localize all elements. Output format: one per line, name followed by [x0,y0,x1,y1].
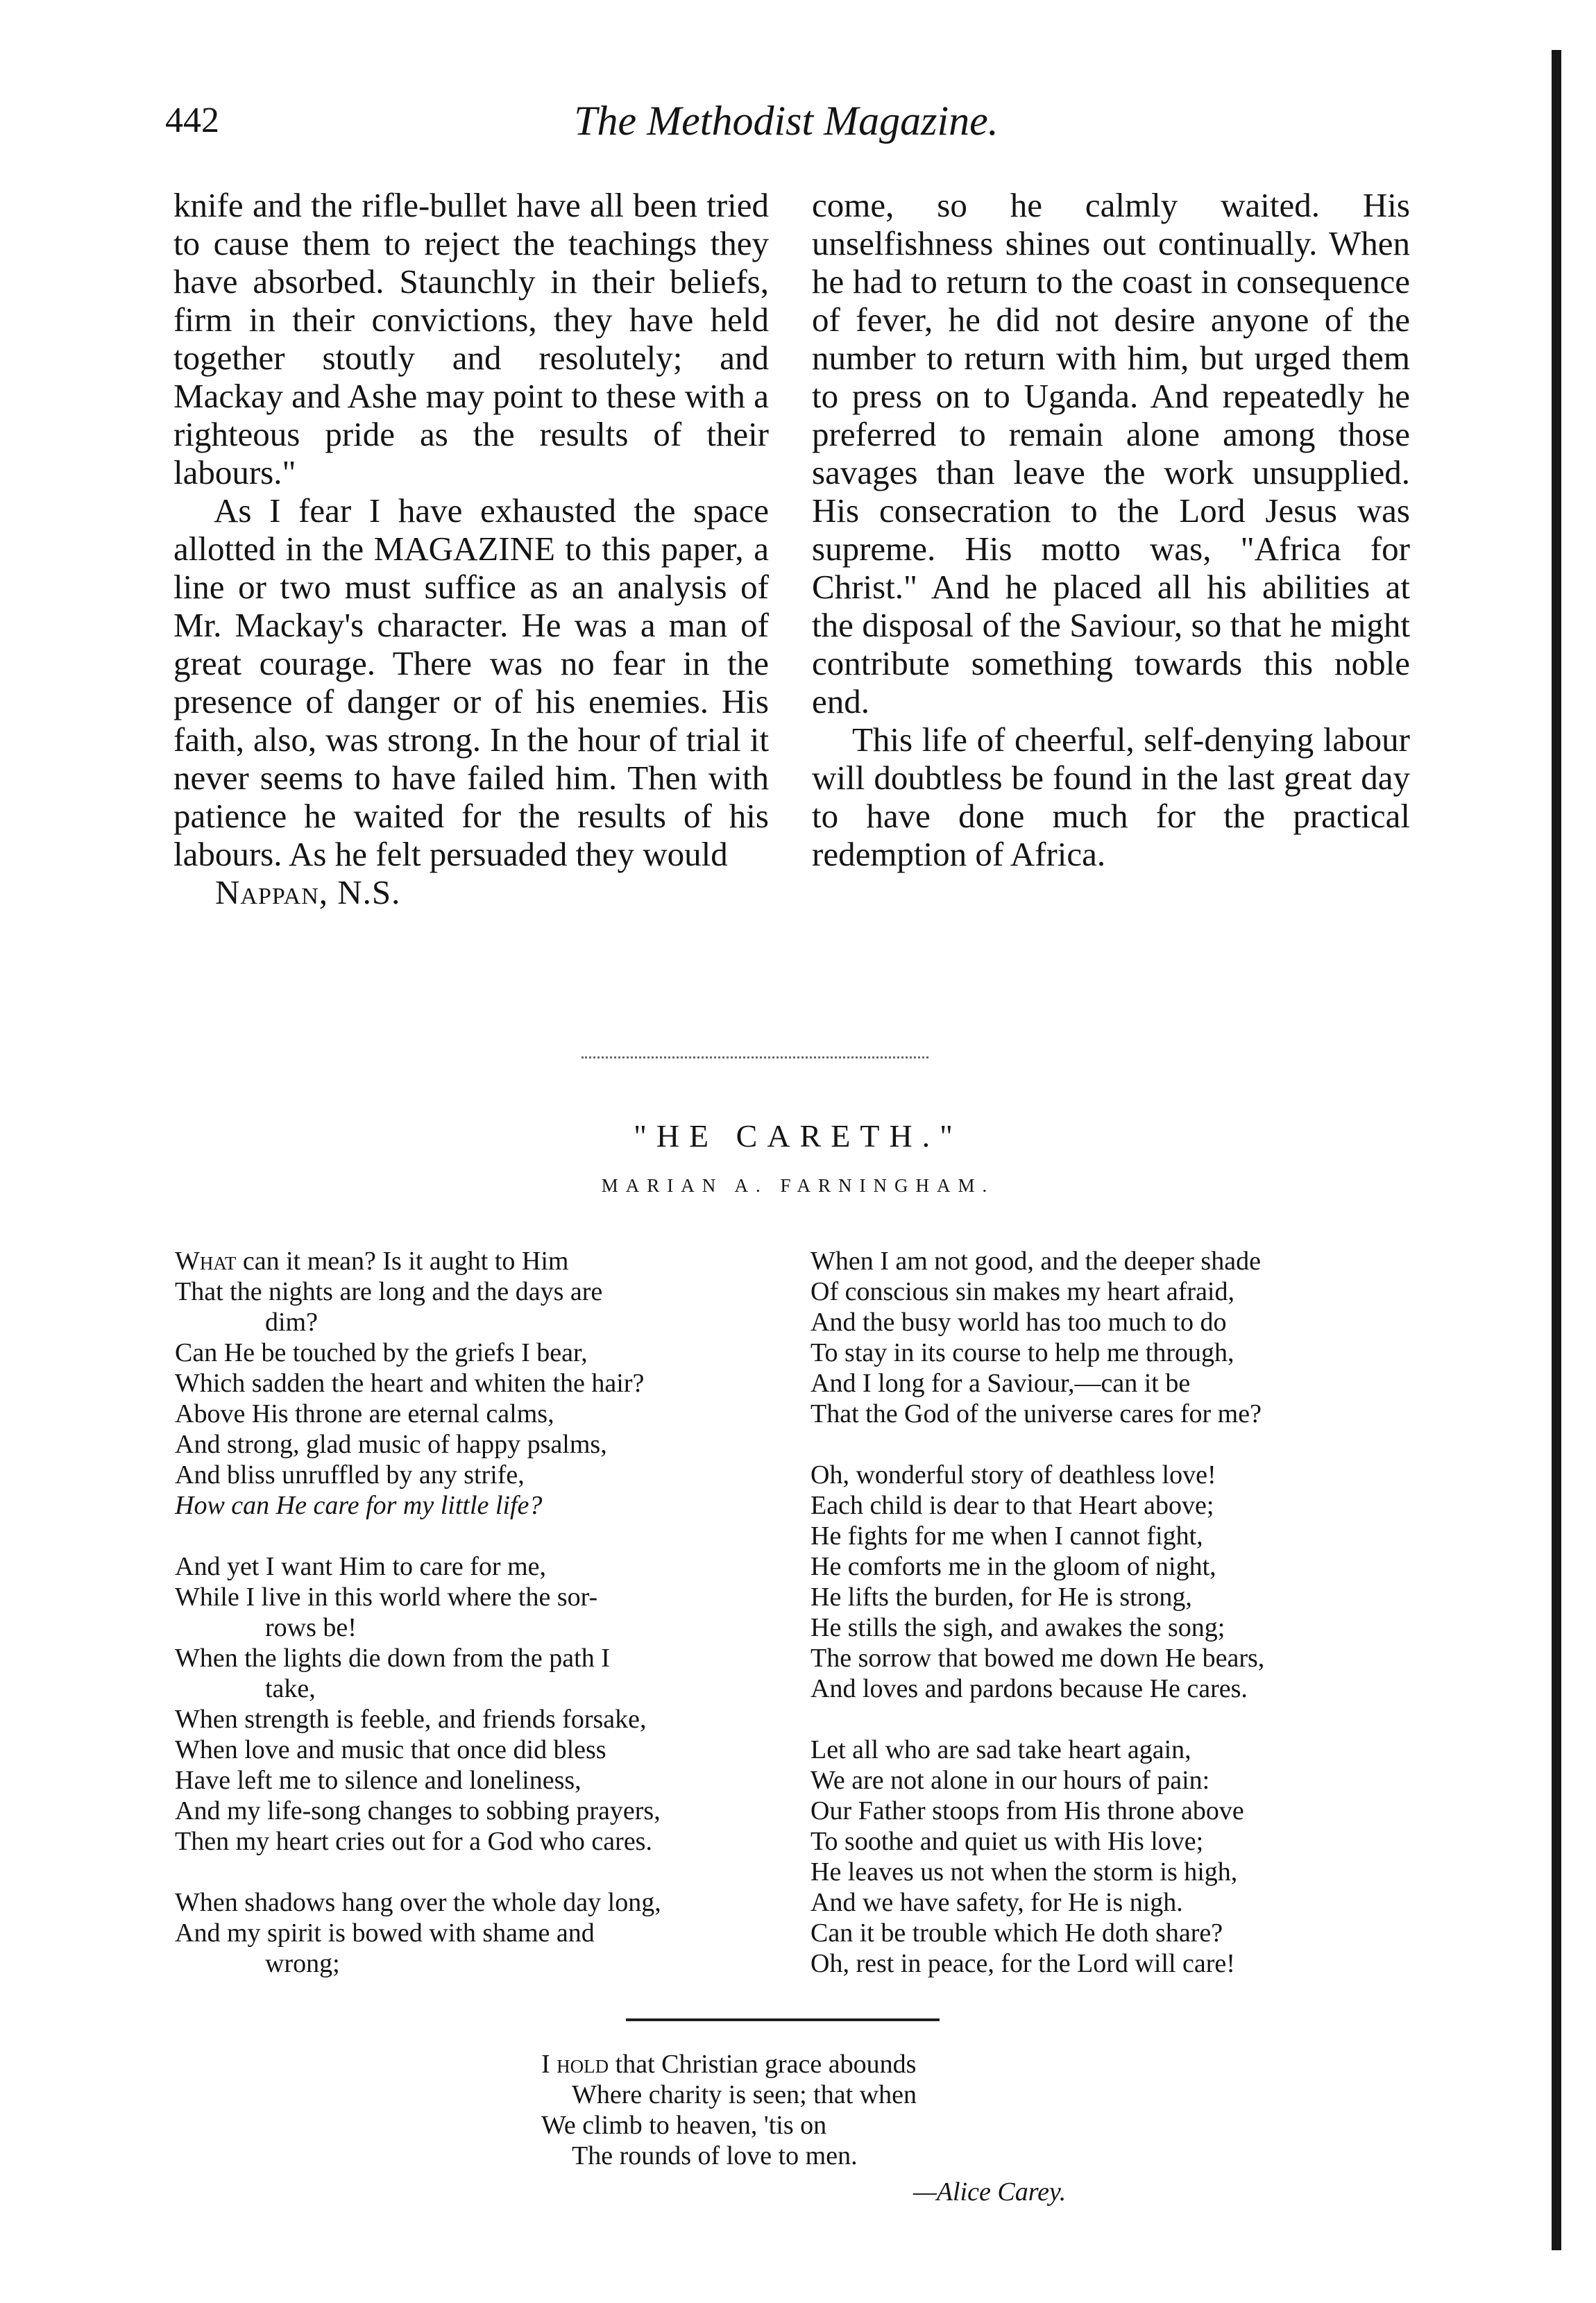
poem-line: That the God of the universe cares for me? [810,1399,1262,1428]
poem-line: The sorrow that bowed me down He bears, [810,1644,1265,1673]
poem-line: dim? [265,1308,318,1337]
poem-line: Oh, rest in peace, for the Lord will care! [810,1949,1235,1978]
page-number: 442 [165,101,219,140]
drop-word: What [175,1247,237,1276]
quote-attribution: —Alice Carey. [913,2177,1067,2207]
poem-line: Each child is dear to that Heart above; [810,1491,1214,1520]
poem-line: Which sadden the heart and whiten the hair? [175,1369,645,1398]
poem-stanza [175,1887,773,1979]
poem-line: rows be! [265,1613,357,1642]
poem-line: We are not alone in our hours of pain: [810,1766,1210,1795]
poem-line: take, [265,1674,316,1703]
poem-line: wrong; [265,1949,340,1978]
poem-left-column [175,1246,773,2009]
poem-line: Have left me to silence and loneliness, [175,1766,581,1795]
poem-line: And yet I want Him to care for me, [175,1552,546,1581]
poem-line: When I am not good, and the deeper shade [810,1247,1261,1276]
poem-stanza [175,1551,773,1857]
poem-line: Let all who are sad take heart again, [810,1735,1191,1764]
poem-line: What can it mean? Is it aught to Him [175,1247,569,1276]
quote-line: The rounds of love to men. [572,2141,858,2170]
quote-line: I hold that Christian grace abounds [541,2050,917,2079]
article-left-column [173,186,769,911]
article-paragraph: come, so he calmly waited. His unselfishness shines out continually. When he had to return to the coast in consequence of fever, he did not desire anyone of the number to return with him, but urged them to press on to Uganda. And repeatedly he preferred to remain alone among those savages than leave the work unsupplied. His consecration to the Lord Jesus was supreme. His motto was, "Africa for Christ." And he placed all his abilities at the disposal of the Saviour, so that he might contribute something towards this noble end. [812,186,1410,720]
poem-line: He leaves us not when the storm is high, [810,1857,1238,1887]
closing-rule [626,2018,940,2021]
poem-line: To stay in its course to help me through, [810,1338,1234,1367]
poem-line: And we have safety, for He is nigh. [810,1888,1183,1917]
poem-line: Of conscious sin makes my heart afraid, [810,1277,1234,1306]
poem-line: He fights for me when I cannot fight, [810,1521,1203,1551]
poem-line: He comforts me in the gloom of night, [810,1552,1216,1581]
section-separator [581,1056,928,1063]
poem-line: And loves and pardons because He cares. [810,1674,1248,1703]
poem-stanza [810,1735,1421,1979]
poem-line: While I live in this world where the sor- [175,1583,598,1612]
poem-line: Our Father stoops from His throne above [810,1796,1244,1825]
poem-right-column [810,1246,1421,2009]
poem-line: And my life-song changes to sobbing prayers, [175,1796,661,1825]
poem-stanza [810,1460,1421,1704]
poem-line: Can He be touched by the griefs I bear, [175,1338,588,1367]
poem-line: When the lights die down from the path I [175,1644,610,1673]
poem-line: Then my heart cries out for a God who cares. [175,1827,652,1856]
poem-line: Above His throne are eternal calms, [175,1399,554,1428]
poem-line: He lifts the burden, for He is strong, [810,1583,1192,1612]
poem-stanza [175,1246,773,1521]
article-right-column [812,186,1410,873]
poem-line: And I long for a Saviour,—can it be [810,1369,1191,1398]
poem-line: That the nights are long and the days are [175,1277,603,1306]
poem-title: "HE CARETH." [634,1118,962,1154]
poem-line: To soothe and quiet us with His love; [810,1827,1204,1856]
article-paragraph: This life of cheerful, self-denying labour will doubtless be found in the last great day to have done much for the practical redemption of Africa. [812,720,1410,873]
drop-word: I hold [541,2050,609,2079]
page-header [165,97,1407,167]
poem-stanza [810,1246,1421,1429]
poem-line: When love and music that once did bless [175,1735,606,1764]
poem-author: MARIAN A. FARNINGHAM. [601,1175,995,1196]
quote-line: Where charity is seen; that when [572,2080,917,2109]
poem-line: And bliss unruffled by any strife, [175,1460,525,1490]
poem-line: And my spirit is bowed with shame and [175,1918,595,1948]
poem-line: How can He care for my little life? [175,1491,543,1520]
poem-line: Can it be trouble which He doth share? [810,1918,1223,1948]
quote-line: We climb to heaven, 'tis on [541,2111,827,2140]
poem-line: When shadows hang over the whole day long, [175,1888,661,1917]
article-paragraph: As I fear I have exhausted the space allotted in the MAGAZINE to this paper, a line or two must suffice as an analysis of Mr. Mackay's character. He was a man of great courage. There was no fear in the presence of danger or of his enemies. His faith, also, was strong. In the hour of trial it never seems to have failed him. Then with patience he waited for the results of his labours. As he felt persuaded they would [173,491,769,873]
poem-line: And the busy world has too much to do [810,1308,1227,1337]
article-signature: Nappan, N.S. [215,873,401,911]
poem-line: Oh, wonderful story of deathless love! [810,1460,1216,1490]
poem-line: He stills the sigh, and awakes the song; [810,1613,1225,1642]
poem-line: When strength is feeble, and friends forsake, [175,1705,647,1734]
article-paragraph: knife and the rifle-bullet have all been tried to cause them to reject the teachings they have absorbed. Staunchly in their beliefs, firm in their convictions, they have held together stoutly and resolutely; and Mackay and Ashe may point to these with a righteous pride as the results of their labours." [173,186,769,491]
poem-line: And strong, glad music of happy psalms, [175,1430,607,1459]
closing-quote [541,2049,1166,2171]
running-title: The Methodist Magazine. [574,98,999,144]
